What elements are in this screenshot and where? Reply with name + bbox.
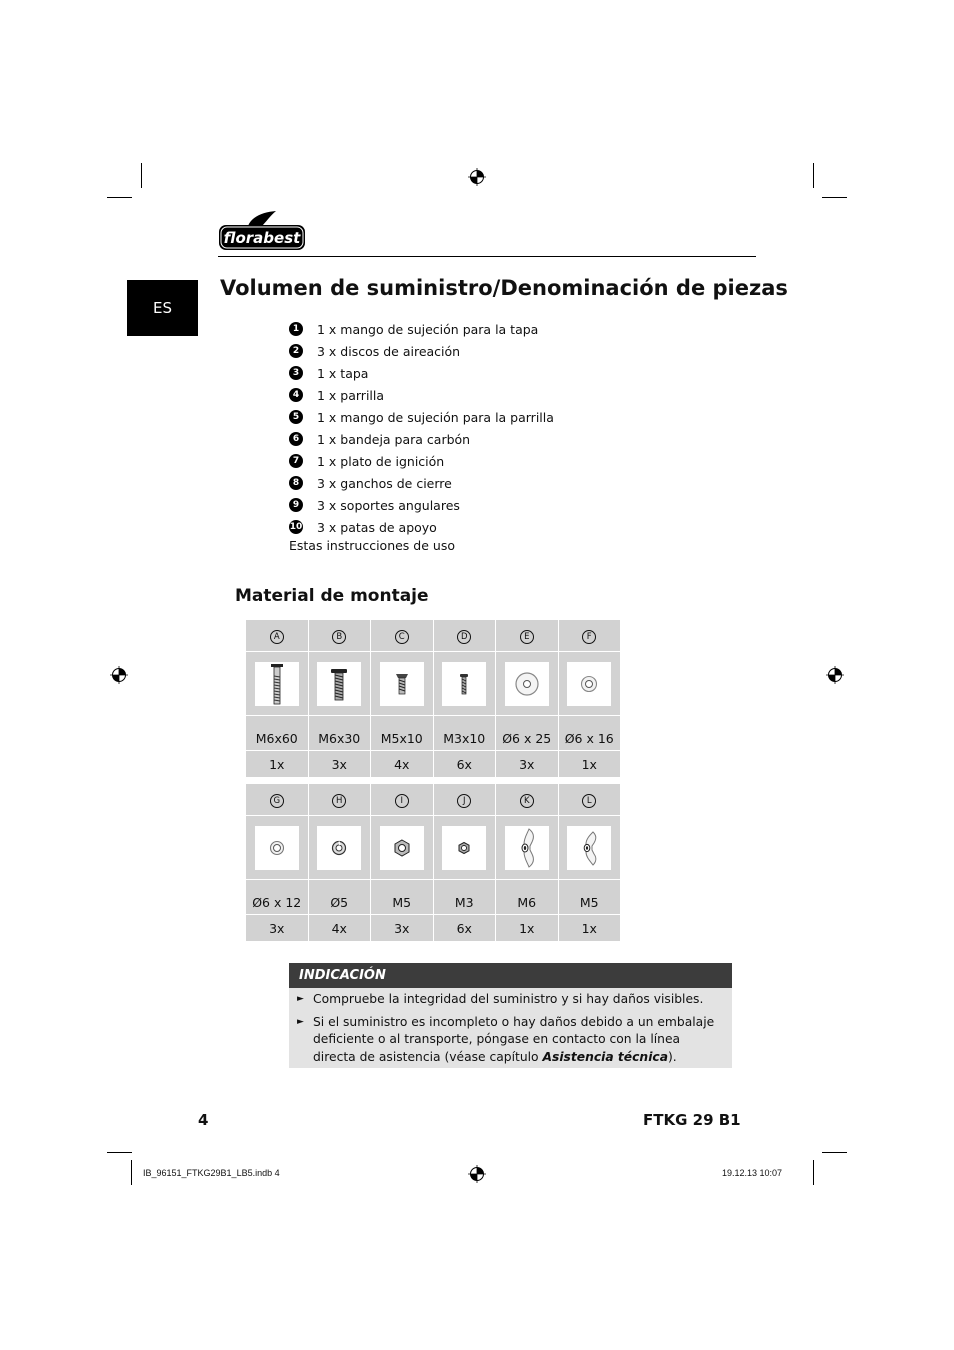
size-cell: M6x30 — [308, 716, 371, 751]
arrow-bullet-icon: ► — [297, 1016, 304, 1027]
letter-cell — [371, 620, 434, 652]
screw-icon — [380, 662, 424, 706]
list-item-text: 1 x bandeja para carbón — [317, 431, 471, 447]
note-body — [289, 988, 732, 1068]
number-badge: 7 — [289, 454, 303, 468]
list-item-text: 3 x ganchos de cierre — [317, 475, 452, 491]
hardware-table — [245, 619, 621, 778]
list-item — [289, 472, 554, 494]
letter-label: E — [520, 630, 534, 644]
hardware-table — [245, 783, 621, 942]
letter-label: D — [457, 630, 471, 644]
image-cell — [246, 816, 309, 880]
letter-label: H — [332, 794, 346, 808]
image-cell — [496, 816, 559, 880]
note-link-text: Asistencia técnica — [542, 1049, 668, 1064]
quantity-cell: 1x — [558, 751, 621, 778]
quantity-cell: 3x — [496, 751, 559, 778]
instructions-line: Estas instrucciones de uso — [289, 538, 455, 553]
note-text-part: ). — [668, 1049, 677, 1064]
list-item — [289, 318, 554, 340]
hex-nut-icon — [380, 826, 424, 870]
note-bullet-text: Compruebe la integridad del suministro y si hay daños visibles. — [313, 992, 704, 1006]
list-item-text: 3 x discos de aireación — [317, 343, 461, 359]
quantity-cell: 3x — [371, 915, 434, 942]
file-slug: IB_96151_FTKG29B1_LB5.indb 4 — [143, 1168, 280, 1178]
arrow-bullet-icon: ► — [297, 994, 304, 1004]
letter-label: I — [395, 794, 409, 808]
small-hex-nut-icon — [442, 826, 486, 870]
size-cell: M3x10 — [433, 716, 496, 751]
registration-mark-icon — [468, 1165, 486, 1183]
crop-mark — [813, 1160, 814, 1185]
note-bullet — [297, 1014, 722, 1067]
note-heading: INDICACIÓN — [289, 963, 732, 988]
list-item — [289, 384, 554, 406]
quantity-cell: 1x — [558, 915, 621, 942]
letter-cell — [308, 784, 371, 816]
crop-mark — [131, 1160, 132, 1185]
letter-cell — [433, 620, 496, 652]
quantity-cell: 3x — [246, 915, 309, 942]
image-cell — [558, 816, 621, 880]
crop-mark — [107, 197, 132, 198]
registration-mark-icon — [826, 666, 844, 684]
section-subtitle: Material de montaje — [235, 586, 429, 606]
number-badge: 8 — [289, 476, 303, 490]
size-cell: M5x10 — [371, 716, 434, 751]
size-cell: M3 — [433, 880, 496, 915]
image-cell — [496, 652, 559, 716]
size-cell: M6 — [496, 880, 559, 915]
letter-label: A — [270, 630, 284, 644]
list-item-text: 3 x soportes angulares — [317, 497, 460, 513]
florabest-logo — [218, 210, 308, 252]
letter-cell — [246, 620, 309, 652]
bolt-icon — [317, 662, 361, 706]
number-badge: 10 — [289, 522, 303, 532]
number-badge: 3 — [289, 366, 303, 380]
list-item — [289, 450, 554, 472]
note-bullet-text — [313, 1014, 722, 1067]
image-cell — [433, 652, 496, 716]
list-item-text: 1 x mango de sujeción para la tapa — [317, 321, 539, 337]
header-rule — [218, 256, 756, 257]
list-item — [289, 494, 554, 516]
page-title: Volumen de suministro/Denominación de piezas — [220, 276, 788, 300]
list-item-text: 1 x tapa — [317, 365, 369, 381]
number-badge: 6 — [289, 432, 303, 446]
note-bullet — [297, 991, 722, 1009]
image-cell — [433, 816, 496, 880]
quantity-cell: 6x — [433, 915, 496, 942]
letter-label: L — [582, 794, 596, 808]
number-badge: 5 — [289, 410, 303, 424]
size-cell: Ø6 x 16 — [558, 716, 621, 751]
number-badge: 2 — [289, 344, 303, 358]
registration-mark-icon — [468, 168, 486, 186]
crop-mark — [822, 1152, 847, 1153]
letter-cell — [308, 620, 371, 652]
size-cell: Ø6 x 12 — [246, 880, 309, 915]
model-number: FTKG 29 B1 — [643, 1111, 741, 1129]
small-wing-nut-icon — [567, 826, 611, 870]
list-item-text: 1 x plato de ignición — [317, 453, 445, 469]
crop-mark — [822, 197, 847, 198]
quantity-cell: 6x — [433, 751, 496, 778]
letter-cell — [558, 784, 621, 816]
registration-mark-icon — [110, 666, 128, 684]
image-cell — [246, 652, 309, 716]
washer-icon — [567, 662, 611, 706]
size-cell: M5 — [558, 880, 621, 915]
small-screw-icon — [442, 662, 486, 706]
letter-cell — [558, 620, 621, 652]
letter-cell — [496, 620, 559, 652]
list-item — [289, 428, 554, 450]
list-item — [289, 340, 554, 362]
letter-label: C — [395, 630, 409, 644]
number-badge: 1 — [289, 322, 303, 336]
size-cell: M5 — [371, 880, 434, 915]
letter-label: F — [582, 630, 596, 644]
crop-mark — [141, 163, 142, 188]
size-cell: Ø6 x 25 — [496, 716, 559, 751]
parts-list — [289, 318, 554, 538]
image-cell — [308, 816, 371, 880]
wing-nut-icon — [505, 826, 549, 870]
list-item-text: 1 x parrilla — [317, 387, 385, 403]
svg-text:florabest: florabest — [223, 229, 301, 247]
quantity-cell: 1x — [246, 751, 309, 778]
quantity-cell: 4x — [308, 915, 371, 942]
page-number: 4 — [198, 1111, 209, 1129]
spring-washer-icon — [317, 826, 361, 870]
letter-label: K — [520, 794, 534, 808]
image-cell — [371, 652, 434, 716]
list-item — [289, 406, 554, 428]
image-cell — [558, 652, 621, 716]
list-item-text: 1 x mango de sujeción para la parrilla — [317, 409, 554, 425]
list-item-text: 3 x patas de apoyo — [317, 519, 437, 535]
quantity-cell: 3x — [308, 751, 371, 778]
quantity-cell: 4x — [371, 751, 434, 778]
size-cell: Ø5 — [308, 880, 371, 915]
number-badge: 9 — [289, 498, 303, 512]
number-badge: 4 — [289, 388, 303, 402]
image-cell — [371, 816, 434, 880]
date-slug: 19.12.13 10:07 — [722, 1168, 783, 1178]
letter-cell — [371, 784, 434, 816]
letter-cell — [246, 784, 309, 816]
note-text-part: Si el suministro es incompleto o hay daños debido a un embalaje deficiente o al transporte, póngase en contacto con la línea directa de asistencia (véase capítulo — [313, 1014, 715, 1064]
list-item — [289, 362, 554, 384]
crop-mark — [107, 1152, 132, 1153]
language-tab: ES — [127, 280, 198, 336]
image-cell — [308, 652, 371, 716]
large-washer-icon — [505, 662, 549, 706]
small-washer-icon — [255, 826, 299, 870]
crop-mark — [813, 163, 814, 188]
letter-label: G — [270, 794, 284, 808]
letter-cell — [433, 784, 496, 816]
long-bolt-icon — [255, 662, 299, 706]
quantity-cell: 1x — [496, 915, 559, 942]
letter-label: J — [457, 794, 471, 808]
size-cell: M6x60 — [246, 716, 309, 751]
letter-cell — [496, 784, 559, 816]
list-item — [289, 516, 554, 538]
letter-label: B — [332, 630, 346, 644]
